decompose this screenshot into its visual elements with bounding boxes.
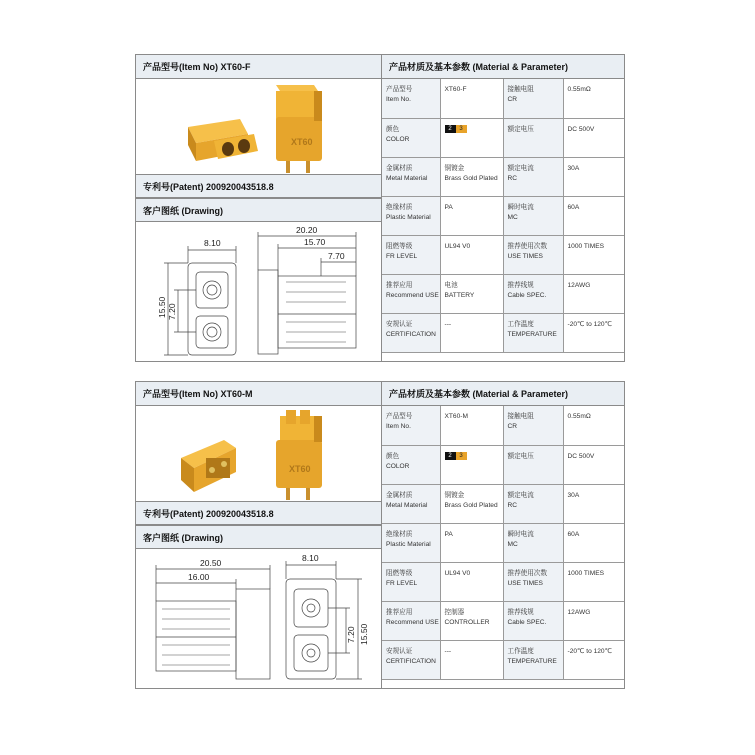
spec-row [382, 235, 624, 274]
dim-body-length: 16.00 [188, 572, 210, 582]
spec-label-text: COLOR [386, 462, 410, 470]
spec-label [382, 235, 440, 274]
param-label-text: 推荐使用次数 [507, 569, 548, 577]
dim-body-length: 15.70 [304, 237, 326, 247]
dim-pin-length: 7.70 [328, 251, 345, 261]
drawing-header: 客户图纸 (Drawing) [136, 198, 381, 222]
param-value [563, 562, 624, 601]
param-value-text: 30A [567, 164, 580, 172]
param-value-text: 30A [567, 491, 580, 499]
spec-label-text: 产品型号 [386, 413, 413, 420]
spec-label [382, 523, 440, 562]
param-label-text: RC [507, 174, 518, 182]
param-value-text: 0.55mΩ [567, 86, 591, 93]
param-value [563, 196, 624, 235]
param-label [503, 601, 563, 640]
param-label-text: 瞬时电流 [507, 203, 534, 211]
spec-label-text: Metal Material [386, 501, 428, 509]
param-label-text: 接触电阻 [507, 86, 534, 93]
dim-pitch: 7.20 [346, 626, 356, 643]
spec-header: 产品材质及基本参数 (Material & Parameter) [382, 55, 624, 79]
param-value-text: DC 500V [567, 125, 595, 133]
param-label-text: 工作温度 [507, 647, 534, 655]
param-label-text: 额定电流 [507, 164, 534, 172]
param-value-text: 60A [567, 530, 580, 538]
patent-header: 专利号(Patent) 200920043518.8 [136, 501, 381, 525]
param-label-text: 推荐线规 [507, 281, 534, 289]
drawing-header: 客户图纸 (Drawing) [136, 525, 381, 549]
param-value [563, 484, 624, 523]
spec-value-text: 铜镀金 [444, 491, 465, 499]
right-panel [382, 55, 624, 361]
param-label [503, 118, 563, 157]
param-label-text: 推荐使用次数 [507, 242, 548, 250]
param-value [563, 274, 624, 313]
param-value-text: 1000 TIMES [567, 569, 605, 577]
spec-sheet-xt60-f [135, 54, 625, 362]
param-label-text: CR [507, 96, 518, 103]
left-panel [136, 382, 382, 688]
spec-label-text: 推荐应用 [386, 608, 413, 616]
param-value-text: 12AWG [567, 608, 591, 616]
spec-row [382, 79, 624, 118]
color-swatch: 2 [445, 125, 456, 133]
param-value-text: 12AWG [567, 281, 591, 289]
spec-label-text: COLOR [386, 135, 410, 143]
dim-pitch: 7.20 [167, 303, 177, 320]
color-swatch: 3 [456, 452, 467, 460]
color-swatches [445, 126, 467, 133]
spec-value-text: UL94 V0 [444, 242, 471, 250]
spec-value [440, 484, 503, 523]
spec-value-text: PA [444, 203, 453, 211]
technical-drawing [136, 222, 381, 360]
spec-label-text: 推荐应用 [386, 281, 413, 289]
spec-label [382, 484, 440, 523]
spec-label-text: 阻燃等级 [386, 242, 413, 250]
spec-value-text: --- [444, 647, 452, 655]
spec-row [382, 562, 624, 601]
param-label [503, 484, 563, 523]
dim-width: 8.10 [204, 238, 221, 248]
spec-label-text: 颜色 [386, 452, 400, 460]
spec-value-text: 铜镀金 [444, 164, 465, 172]
spec-label-text: CERTIFICATION [386, 657, 436, 665]
spec-value [440, 274, 503, 313]
spec-label [382, 406, 440, 445]
drawing-svg [136, 549, 381, 687]
param-label [503, 157, 563, 196]
spec-row [382, 157, 624, 196]
spec-value [440, 406, 503, 445]
spec-label [382, 445, 440, 484]
param-label-text: 瞬时电流 [507, 530, 534, 538]
spec-row [382, 196, 624, 235]
color-swatches [445, 453, 467, 460]
param-value-text: 0.55mΩ [567, 413, 591, 420]
spec-label-text: FR LEVEL [386, 252, 418, 260]
spec-label-text: Plastic Material [386, 540, 431, 548]
spec-label-text: FR LEVEL [386, 579, 418, 587]
dim-total-length: 20.20 [296, 225, 318, 235]
connector-photo-icon [136, 79, 381, 174]
spec-value [440, 79, 503, 118]
param-value-text: -20℃ to 120℃ [567, 647, 613, 655]
spec-row [382, 523, 624, 562]
dim-height: 15.50 [359, 623, 369, 645]
spec-label [382, 313, 440, 352]
param-label [503, 523, 563, 562]
spec-value-text: --- [444, 320, 452, 328]
spec-value [440, 157, 503, 196]
dim-total-length: 20.50 [200, 558, 222, 568]
param-label-text: TEMPERATURE [507, 657, 557, 665]
param-label-text: MC [507, 213, 518, 221]
param-label-text: USE TIMES [507, 252, 543, 260]
svg-text:XT60: XT60 [289, 464, 311, 474]
spec-sheet-xt60-m [135, 381, 625, 689]
spec-value-text: UL94 V0 [444, 569, 471, 577]
spec-label-text: Item No. [386, 96, 411, 103]
spec-label-text: CERTIFICATION [386, 330, 436, 338]
spec-value [440, 523, 503, 562]
spec-label-text: Metal Material [386, 174, 428, 182]
spec-label-text: 安规认证 [386, 320, 413, 328]
spec-label [382, 196, 440, 235]
param-label-text: TEMPERATURE [507, 330, 557, 338]
spec-value [440, 235, 503, 274]
param-value [563, 406, 624, 445]
param-value [563, 445, 624, 484]
param-value [563, 118, 624, 157]
dim-height: 15.50 [157, 296, 167, 318]
param-label [503, 406, 563, 445]
param-value-text: DC 500V [567, 452, 595, 460]
spec-value [440, 562, 503, 601]
spec-value-text: CONTROLLER [444, 618, 490, 626]
spec-row [382, 484, 624, 523]
spec-label-text: 绝缘材质 [386, 530, 413, 538]
spec-table [382, 406, 624, 680]
param-label-text: CR [507, 423, 518, 430]
spec-value-text: Brass Gold Plated [444, 501, 498, 509]
spec-value [440, 196, 503, 235]
spec-label-text: 金属材质 [386, 491, 413, 499]
param-value [563, 157, 624, 196]
dim-width: 8.10 [302, 553, 319, 563]
spec-value [440, 118, 503, 157]
spec-label-text: 颜色 [386, 125, 400, 133]
param-label [503, 562, 563, 601]
spec-value [440, 445, 503, 484]
param-label-text: 额定电压 [507, 125, 534, 133]
spec-label [382, 274, 440, 313]
param-value [563, 313, 624, 352]
spec-row [382, 406, 624, 445]
param-label [503, 235, 563, 274]
product-photo [136, 79, 381, 174]
spec-row [382, 601, 624, 640]
spec-value [440, 313, 503, 352]
param-value [563, 640, 624, 679]
spec-table [382, 79, 624, 353]
param-label-text: USE TIMES [507, 579, 543, 587]
spec-row [382, 445, 624, 484]
spec-value-text: 电池 [444, 281, 458, 289]
spec-value [440, 640, 503, 679]
connector-photo-icon [136, 406, 381, 501]
spec-row [382, 118, 624, 157]
param-label-text: 额定电流 [507, 491, 534, 499]
param-value-text: 60A [567, 203, 580, 211]
svg-text:XT60: XT60 [291, 137, 313, 147]
param-value [563, 601, 624, 640]
spec-value-text: BATTERY [444, 291, 475, 299]
param-label-text: Cable SPEC. [507, 291, 547, 299]
spec-header: 产品材质及基本参数 (Material & Parameter) [382, 382, 624, 406]
spec-label-text: Recommend USE [386, 618, 439, 626]
param-label [503, 313, 563, 352]
spec-label [382, 601, 440, 640]
param-label-text: 额定电压 [507, 452, 534, 460]
param-value-text: -20℃ to 120℃ [567, 320, 613, 328]
left-panel [136, 55, 382, 361]
param-label [503, 196, 563, 235]
color-swatch: 2 [445, 452, 456, 460]
spec-label [382, 640, 440, 679]
spec-value-text: 控制器 [444, 608, 465, 616]
technical-drawing [136, 549, 381, 687]
spec-label [382, 562, 440, 601]
spec-label [382, 157, 440, 196]
item-header: 产品型号(Item No) XT60-M [136, 382, 381, 406]
spec-label-text: 绝缘材质 [386, 203, 413, 211]
spec-label-text: Recommend USE [386, 291, 439, 299]
param-label-text: MC [507, 540, 518, 548]
right-panel [382, 382, 624, 688]
spec-row [382, 640, 624, 679]
param-label-text: Cable SPEC. [507, 618, 547, 626]
param-label [503, 79, 563, 118]
spec-value-text: XT60-M [444, 413, 468, 420]
product-photo [136, 406, 381, 501]
spec-label-text: 金属材质 [386, 164, 413, 172]
drawing-svg [136, 222, 381, 360]
color-swatch: 3 [456, 125, 467, 133]
patent-header: 专利号(Patent) 200920043518.8 [136, 174, 381, 198]
param-value [563, 235, 624, 274]
spec-label-text: 安规认证 [386, 647, 413, 655]
param-label [503, 640, 563, 679]
spec-row [382, 274, 624, 313]
item-header: 产品型号(Item No) XT60-F [136, 55, 381, 79]
spec-label-text: Item No. [386, 423, 411, 430]
spec-value-text: XT60-F [444, 86, 467, 93]
param-label-text: 推荐线规 [507, 608, 534, 616]
spec-value-text: PA [444, 530, 453, 538]
param-label-text: RC [507, 501, 518, 509]
param-label-text: 接触电阻 [507, 413, 534, 420]
param-label [503, 274, 563, 313]
spec-label [382, 118, 440, 157]
param-label-text: 工作温度 [507, 320, 534, 328]
param-value [563, 79, 624, 118]
spec-label-text: 产品型号 [386, 86, 413, 93]
spec-value [440, 601, 503, 640]
spec-row [382, 313, 624, 352]
spec-label-text: Plastic Material [386, 213, 431, 221]
spec-label [382, 79, 440, 118]
spec-label-text: 阻燃等级 [386, 569, 413, 577]
param-value [563, 523, 624, 562]
spec-value-text: Brass Gold Plated [444, 174, 498, 182]
param-label [503, 445, 563, 484]
param-value-text: 1000 TIMES [567, 242, 605, 250]
